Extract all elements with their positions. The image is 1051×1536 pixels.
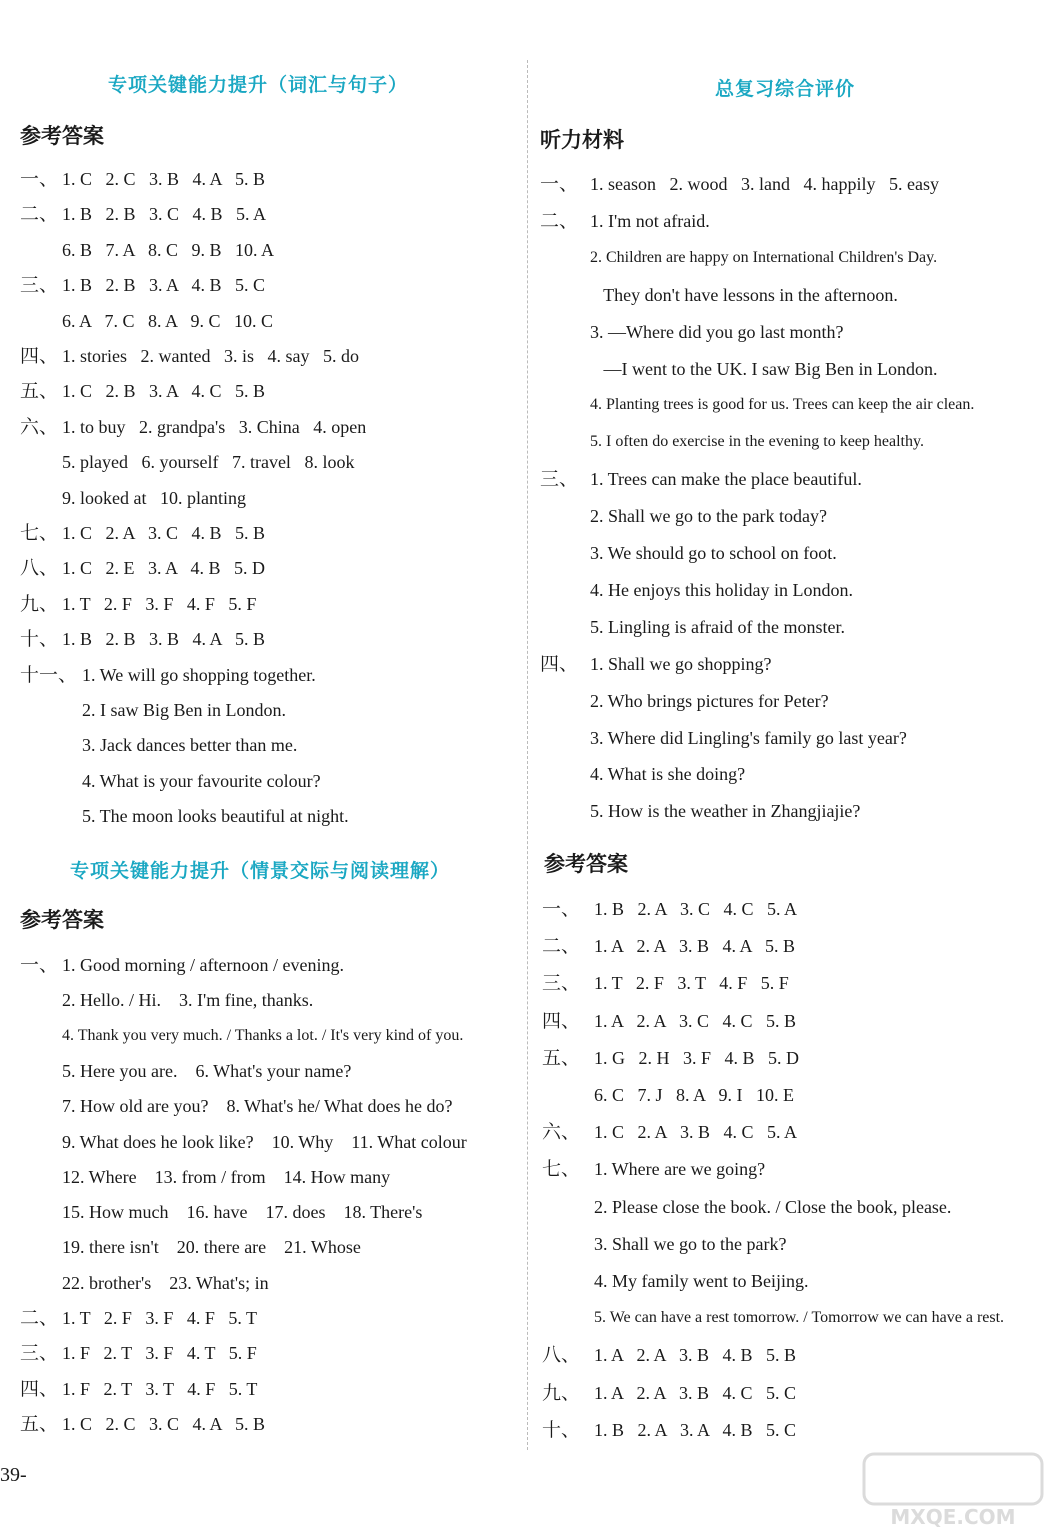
question-number: 十一、 <box>20 663 78 686</box>
answer-line <box>540 358 1050 382</box>
answer-text: 1. C 2. A 3. C 4. B 5. B <box>62 523 266 543</box>
question-number: 七、 <box>542 1158 581 1181</box>
question-number: 四、 <box>20 1377 59 1400</box>
answer-text: 6. C 7. J 8. A 9. I 10. E <box>594 1085 795 1105</box>
answer-line <box>20 168 530 192</box>
answer-line <box>542 1270 1051 1294</box>
answer-line <box>20 699 530 723</box>
answer-line <box>20 1095 530 1119</box>
answer-text: 2. Who brings pictures for Peter? <box>590 690 829 711</box>
answer-text: 1. to buy 2. grandpa's 3. China 4. open <box>62 416 367 437</box>
answer-text: 12. Where 13. from / from 14. How many <box>62 1166 391 1187</box>
answer-text: 4. What is she doing? <box>590 764 746 785</box>
answer-text: 4. Thank you very much. / Thanks a lot. / It's very kind of you. <box>62 1026 464 1044</box>
answer-line <box>540 763 1050 787</box>
answer-text: 5. Here you are. 6. What's your name? <box>62 1060 352 1081</box>
answer-text: 1. F 2. T 3. T 4. F 5. T <box>62 1378 258 1399</box>
question-number: 一、 <box>540 173 579 195</box>
answer-text: 5. Lingling is afraid of the monster. <box>590 616 845 637</box>
answer-text: 1. B 2. A 3. A 4. B 5. C <box>594 1419 797 1440</box>
answer-text: 1. stories 2. wanted 3. is 4. say 5. do <box>62 346 359 366</box>
answer-line <box>542 1158 1051 1182</box>
answer-line <box>542 1344 1051 1368</box>
answer-text: 1. B 2. B 3. B 4. A 5. B <box>62 629 266 650</box>
answer-line <box>20 274 530 298</box>
question-number: 二、 <box>20 203 59 226</box>
answer-text: 2. I saw Big Ben in London. <box>82 700 286 720</box>
answer-text: 4. What is your favourite colour? <box>82 770 321 791</box>
answer-text: 5. The moon looks beautiful at night. <box>82 806 349 827</box>
answer-line <box>20 1060 530 1084</box>
answer-line <box>540 505 1050 529</box>
answer-text: 6. B 7. A 8. C 9. B 10. A <box>62 239 275 260</box>
question-number: 八、 <box>20 557 59 580</box>
answer-line <box>20 1342 530 1366</box>
answer-line <box>540 210 1050 234</box>
question-number: 四、 <box>542 1009 581 1032</box>
answer-text: 3. Where did Lingling's family go last year? <box>590 727 907 748</box>
answer-text: 3. Shall we go to the park? <box>594 1233 787 1254</box>
answer-line <box>20 239 530 263</box>
answer-line <box>20 451 530 475</box>
answer-line <box>20 522 530 546</box>
answer-text: They don't have lessons in the afternoon. <box>590 284 898 305</box>
page-number: 39- <box>0 1464 27 1486</box>
question-number: 九、 <box>542 1381 581 1404</box>
question-number: 七、 <box>20 522 59 544</box>
answer-line <box>540 727 1050 751</box>
answer-line <box>540 542 1050 566</box>
answer-line <box>540 284 1050 308</box>
answer-text: 1. C 2. E 3. A 4. B 5. D <box>62 558 266 579</box>
answer-line <box>542 1047 1051 1071</box>
answer-text: 3. —Where did you go last month? <box>590 321 844 342</box>
question-number: 六、 <box>20 415 59 438</box>
answer-text: 1. A 2. A 3. B 4. B 5. B <box>594 1345 797 1366</box>
answer-text: —I went to the UK. I saw Big Ben in London. <box>590 358 938 379</box>
answer-text: 5. played 6. yourself 7. travel 8. look <box>62 452 355 473</box>
answer-text: 9. What does he look like? 10. Why 11. What colour <box>62 1131 467 1152</box>
answer-line <box>20 770 530 794</box>
answer-line <box>20 1201 530 1225</box>
answer-text: 1. A 2. A 3. B 4. C 5. C <box>594 1382 797 1403</box>
answer-text: 22. brother's 23. What's; in <box>62 1272 269 1293</box>
answer-line <box>542 1121 1051 1145</box>
answer-line <box>20 1131 530 1155</box>
answer-text: 5. How is the weather in Zhangjiajie? <box>590 801 861 822</box>
answer-text: 5. I often do exercise in the evening to keep healthy. <box>590 433 924 451</box>
answer-line <box>542 1010 1051 1034</box>
answer-text: 1. C 2. C 3. C 4. A 5. B <box>62 1413 266 1434</box>
answer-text: 1. C 2. A 3. B 4. C 5. A <box>594 1122 798 1143</box>
answer-text: 1. F 2. T 3. F 4. T 5. F <box>62 1343 257 1364</box>
answer-line <box>20 734 530 758</box>
answer-text: 1. T 2. F 3. F 4. F 5. T <box>62 1308 258 1328</box>
answer-line <box>542 935 1051 959</box>
answer-text: 15. How much 16. have 17. does 18. There's <box>62 1202 423 1223</box>
answer-text: 1. C 2. C 3. B 4. A 5. B <box>62 169 266 189</box>
question-number: 十、 <box>542 1418 581 1441</box>
answer-text: 4. Planting trees is good for us. Trees can keep the air clean. <box>590 396 975 414</box>
answer-text: 1. season 2. wood 3. land 4. happily 5. easy <box>590 174 939 194</box>
question-number: 十、 <box>20 628 59 651</box>
answer-text: 2. Children are happy on International Children's Day. <box>590 248 938 266</box>
question-number: 二、 <box>542 935 581 958</box>
answer-line <box>540 394 1050 418</box>
answer-line <box>540 431 1050 455</box>
answer-line <box>20 664 530 688</box>
answer-text: 1. Good morning / afternoon / evening. <box>62 955 344 975</box>
question-number: 四、 <box>20 345 59 367</box>
question-number: 三、 <box>540 468 579 491</box>
answer-line <box>540 173 1050 197</box>
answer-text: 1. T 2. F 3. T 4. F 5. F <box>594 973 789 994</box>
listening-heading: 听力材料 <box>540 128 624 152</box>
answers-heading: 参考答案 <box>20 124 104 148</box>
answers-heading-2: 参考答案 <box>20 908 104 932</box>
answer-text: 3. Jack dances better than me. <box>82 735 298 756</box>
answer-text: 2. Shall we go to the park today? <box>590 506 827 527</box>
question-number: 八、 <box>542 1344 581 1367</box>
question-number: 九、 <box>20 592 59 615</box>
question-number: 三、 <box>20 1342 59 1365</box>
question-number: 二、 <box>20 1307 59 1329</box>
question-number: 五、 <box>20 1412 59 1435</box>
answer-line <box>540 468 1050 492</box>
answer-line <box>542 972 1051 996</box>
answer-line <box>20 310 530 334</box>
answer-text: 4. My family went to Beijing. <box>594 1271 809 1291</box>
answer-line <box>20 1236 530 1260</box>
answer-line <box>542 1084 1051 1108</box>
answer-text: 2. Hello. / Hi. 3. I'm fine, thanks. <box>62 990 314 1011</box>
answer-line <box>542 1196 1051 1220</box>
answer-text: 1. I'm not afraid. <box>590 210 710 231</box>
answer-text: 2. Please close the book. / Close the book, please. <box>594 1196 952 1217</box>
answer-line <box>20 1166 530 1190</box>
question-number: 六、 <box>542 1121 581 1144</box>
question-number: 一、 <box>20 168 59 190</box>
answer-line <box>20 557 530 581</box>
answer-text: 1. Trees can make the place beautiful. <box>590 469 862 490</box>
answer-line <box>540 321 1050 345</box>
answer-text: 1. G 2. H 3. F 4. B 5. D <box>594 1047 800 1068</box>
question-number: 三、 <box>20 274 59 297</box>
answer-text: 1. A 2. A 3. C 4. C 5. B <box>594 1010 797 1031</box>
answer-text: 1. B 2. A 3. C 4. C 5. A <box>594 899 798 919</box>
answer-text: 3. We should go to school on foot. <box>590 543 837 563</box>
answer-line <box>540 690 1050 714</box>
answer-text: 9. looked at 10. planting <box>62 487 246 508</box>
answer-line <box>20 805 530 829</box>
answer-line <box>20 954 530 978</box>
answer-text: 1. A 2. A 3. B 4. A 5. B <box>594 936 796 957</box>
section-title-dialogue-reading: 专项关键能力提升（情景交际与阅读理解） <box>70 860 451 882</box>
answer-line <box>540 247 1050 271</box>
question-number: 五、 <box>542 1046 581 1069</box>
answer-text: 1. Shall we go shopping? <box>590 653 772 674</box>
answer-line <box>20 1307 530 1331</box>
answer-line <box>20 1025 530 1049</box>
answer-line <box>20 593 530 617</box>
answer-line <box>540 653 1050 677</box>
answer-line <box>542 1307 1051 1331</box>
answer-text: 1. C 2. B 3. A 4. C 5. B <box>62 381 266 402</box>
answer-text: 1. T 2. F 3. F 4. F 5. F <box>62 593 257 614</box>
answer-text: 1. We will go shopping together. <box>82 664 316 685</box>
answer-line <box>20 1272 530 1296</box>
answer-text: 7. How old are you? 8. What's he/ What does he do? <box>62 1096 453 1117</box>
answer-line <box>20 203 530 227</box>
question-number: 二、 <box>540 209 579 232</box>
answer-line <box>542 1419 1051 1443</box>
answer-line <box>542 898 1051 922</box>
answers-heading-right: 参考答案 <box>544 852 628 876</box>
right-column <box>530 0 1051 1536</box>
answer-text: 6. A 7. C 8. A 9. C 10. C <box>62 310 274 331</box>
answer-line <box>540 800 1050 824</box>
answer-line <box>20 487 530 511</box>
left-column <box>0 0 525 1536</box>
question-number: 四、 <box>540 652 579 675</box>
answer-line <box>20 1413 530 1437</box>
answer-line <box>20 345 530 369</box>
answer-text: 1. B 2. B 3. C 4. B 5. A <box>62 204 267 225</box>
answer-line <box>540 579 1050 603</box>
answer-text: 19. there isn't 20. there are 21. Whose <box>62 1237 361 1258</box>
svg-text:MXQE.COM: MXQE.COM <box>890 1505 1016 1529</box>
answer-text: 1. Where are we going? <box>594 1159 766 1180</box>
answer-line <box>20 416 530 440</box>
answer-line <box>540 616 1050 640</box>
question-number: 一、 <box>542 898 581 920</box>
question-number: 一、 <box>20 954 59 976</box>
answer-line <box>20 628 530 652</box>
answer-line <box>20 989 530 1013</box>
section-title-review: 总复习综合评价 <box>715 78 856 100</box>
watermark-logo <box>858 1450 1048 1530</box>
section-title-vocab-sentences: 专项关键能力提升（词汇与句子） <box>108 74 409 96</box>
question-number: 五、 <box>20 380 59 403</box>
answer-text: 1. B 2. B 3. A 4. B 5. C <box>62 275 266 296</box>
answer-line <box>542 1233 1051 1257</box>
answer-text: 5. We can have a rest tomorrow. / Tomorrow we can have a rest. <box>594 1309 1005 1327</box>
answer-text: 4. He enjoys this holiday in London. <box>590 579 853 600</box>
question-number: 三、 <box>542 972 581 995</box>
answer-line <box>20 380 530 404</box>
answer-line <box>542 1382 1051 1406</box>
answer-line <box>20 1378 530 1402</box>
